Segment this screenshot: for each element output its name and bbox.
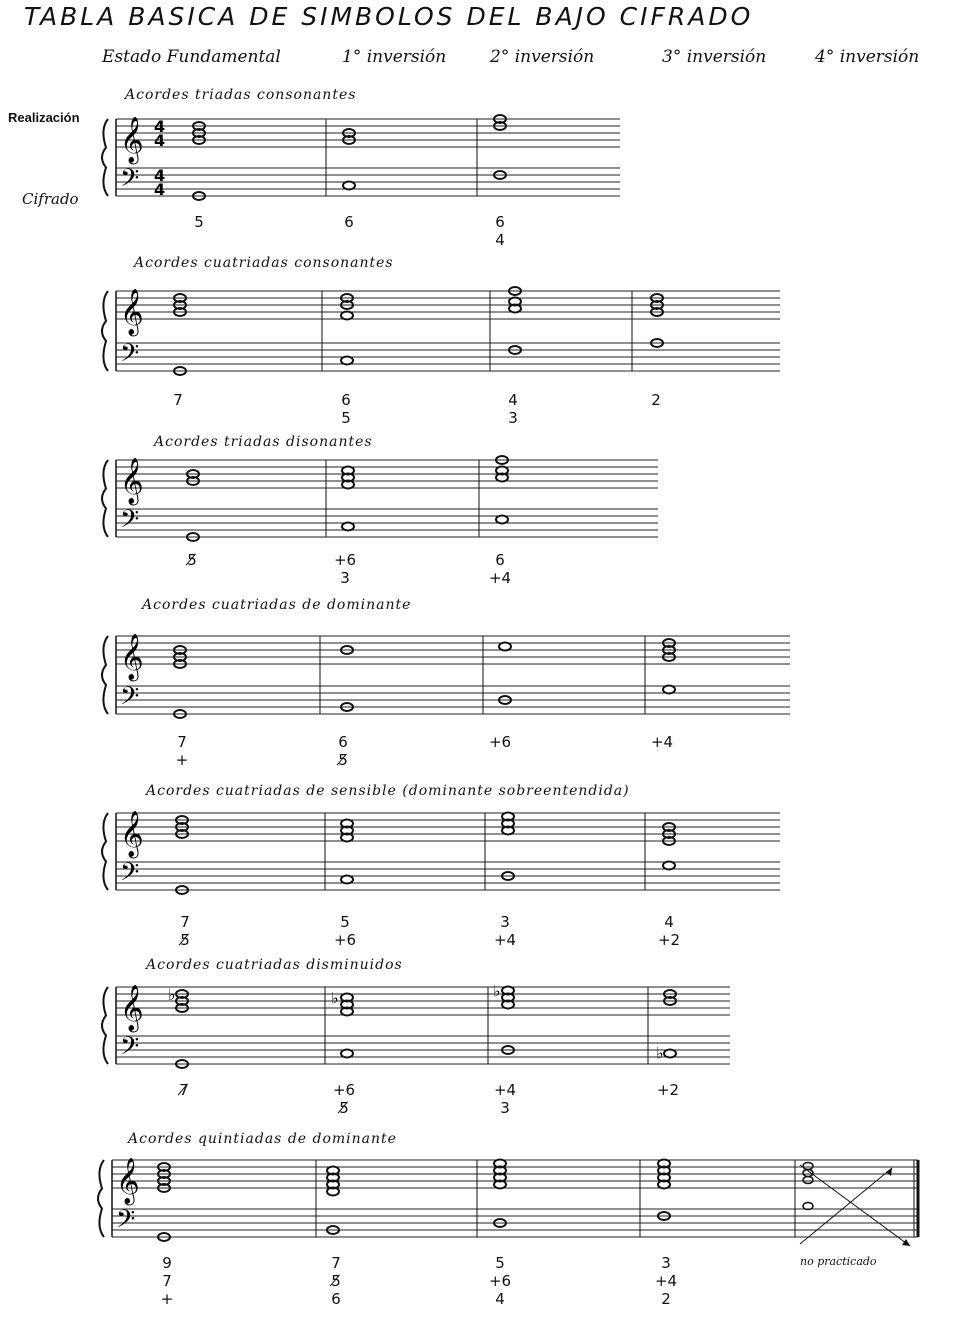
figure-s5-c4: 4 +2 xyxy=(657,913,681,949)
figure-s4-c2: 6 5̸ xyxy=(338,733,348,769)
whole-note xyxy=(803,1177,813,1184)
treble-clef-icon: 𝄞 xyxy=(120,117,144,163)
figure-s4-c1: 7 + xyxy=(175,733,189,769)
brace xyxy=(102,636,108,714)
bass-clef-icon: 𝄢 xyxy=(116,1205,136,1240)
arrow-head-icon xyxy=(902,1239,910,1246)
page-title: TABLA BASICA DE SIMBOLOS DEL BAJO CIFRADO xyxy=(24,2,754,31)
column-header-fourth-inversion: 4° inversión xyxy=(815,47,920,67)
whole-note xyxy=(341,357,353,365)
whole-note xyxy=(341,312,353,320)
cross-out-line xyxy=(800,1168,892,1244)
section-title-2: Acordes cuatriadas consonantes xyxy=(134,255,394,271)
section-title-6: Acordes cuatriadas disminuidos xyxy=(146,957,403,973)
figure-s1-c1: 5 xyxy=(194,213,204,231)
time-signature: 4 xyxy=(154,180,166,199)
brace xyxy=(102,813,108,890)
whole-note xyxy=(664,1050,676,1058)
time-signature: 4 xyxy=(154,166,166,185)
whole-note xyxy=(343,182,355,190)
figure-s2-c3: 4 3 xyxy=(508,391,518,427)
figure-s2-c1: 7 xyxy=(173,391,183,409)
figure-s3-c2: +6 3 xyxy=(333,551,357,587)
side-label-realizacion: Realización xyxy=(8,110,80,125)
treble-clef-icon: 𝄞 xyxy=(120,811,144,857)
brace xyxy=(102,460,108,537)
column-header-first-inversion: 1° inversión xyxy=(342,47,447,67)
side-label-cifrado: Cifrado xyxy=(22,190,79,208)
bass-clef-icon: 𝄢 xyxy=(120,339,140,374)
figure-s7-c3: 5 +6 4 xyxy=(488,1254,512,1308)
figure-s5-c2: 5 +6 xyxy=(333,913,357,949)
flat-icon: ♭ xyxy=(331,988,339,1008)
whole-note xyxy=(341,876,353,884)
time-signature: 4 xyxy=(154,117,166,136)
figure-s6-c4: +2 xyxy=(656,1081,680,1099)
bass-clef-icon: 𝄢 xyxy=(120,164,140,199)
brace xyxy=(98,1160,104,1237)
flat-icon: ♭ xyxy=(168,985,176,1004)
treble-clef-icon: 𝄞 xyxy=(120,458,144,504)
time-signature: 4 xyxy=(154,131,166,150)
whole-note xyxy=(803,1203,813,1210)
figure-s2-c4: 2 xyxy=(651,391,661,409)
section-title-3: Acordes triadas disonantes xyxy=(154,434,373,450)
brace xyxy=(102,987,108,1064)
figure-s7-c2: 7 5̸ 6 xyxy=(331,1254,341,1308)
bass-clef-icon: 𝄢 xyxy=(120,1032,140,1067)
treble-clef-icon: 𝄞 xyxy=(120,985,144,1031)
figure-s1-c2: 6 xyxy=(344,213,354,231)
section-title-4: Acordes cuatriadas de dominante xyxy=(142,597,412,613)
figure-s1-c3: 6 4 xyxy=(495,213,505,249)
flat-icon: ♭ xyxy=(656,1043,664,1063)
whole-note xyxy=(499,643,511,651)
column-header-third-inversion: 3° inversión xyxy=(662,47,767,67)
treble-clef-icon: 𝄞 xyxy=(120,289,144,335)
arrow-head-icon xyxy=(886,1168,892,1176)
figure-s7-c1: 9 7 + xyxy=(160,1254,174,1308)
treble-clef-icon: 𝄞 xyxy=(120,634,144,680)
figure-s5-c1: 7 5̸ xyxy=(180,913,190,949)
figure-s6-c3: +4 3 xyxy=(493,1081,517,1117)
flat-icon: ♭ xyxy=(493,981,501,1001)
figure-s3-c1: 5̸ xyxy=(187,551,197,569)
whole-note xyxy=(341,1050,353,1058)
cross-out-line xyxy=(800,1165,910,1246)
figure-s3-c3: 6 +4 xyxy=(488,551,512,587)
section-title-1: Acordes triadas consonantes xyxy=(125,87,357,103)
whole-note xyxy=(663,686,675,694)
figure-s5-c3: 3 +4 xyxy=(493,913,517,949)
bass-clef-icon: 𝄢 xyxy=(120,858,140,893)
treble-clef-icon: 𝄞 xyxy=(116,1158,140,1204)
no-practicado-label: no practicado xyxy=(800,1255,877,1268)
whole-note xyxy=(496,516,508,524)
section-title-5: Acordes cuatriadas de sensible (dominante sobreentendida) xyxy=(146,783,630,799)
figure-s6-c1: 7̸ xyxy=(179,1081,189,1099)
brace xyxy=(102,119,108,196)
figure-s4-c4: +4 xyxy=(650,733,674,751)
figure-s6-c2: +6 5̸ xyxy=(332,1081,356,1117)
column-header-fundamental: Estado Fundamental xyxy=(102,47,281,67)
section-title-7: Acordes quintiadas de dominante xyxy=(128,1131,397,1147)
column-header-second-inversion: 2° inversión xyxy=(490,47,595,67)
figure-s2-c2: 6 5 xyxy=(341,391,351,427)
brace xyxy=(102,291,108,371)
bass-clef-icon: 𝄢 xyxy=(120,682,140,717)
whole-note xyxy=(342,523,354,531)
figure-s4-c3: +6 xyxy=(488,733,512,751)
bass-clef-icon: 𝄢 xyxy=(120,505,140,540)
whole-note xyxy=(663,862,675,870)
figure-s7-c4: 3 +4 2 xyxy=(654,1254,678,1308)
